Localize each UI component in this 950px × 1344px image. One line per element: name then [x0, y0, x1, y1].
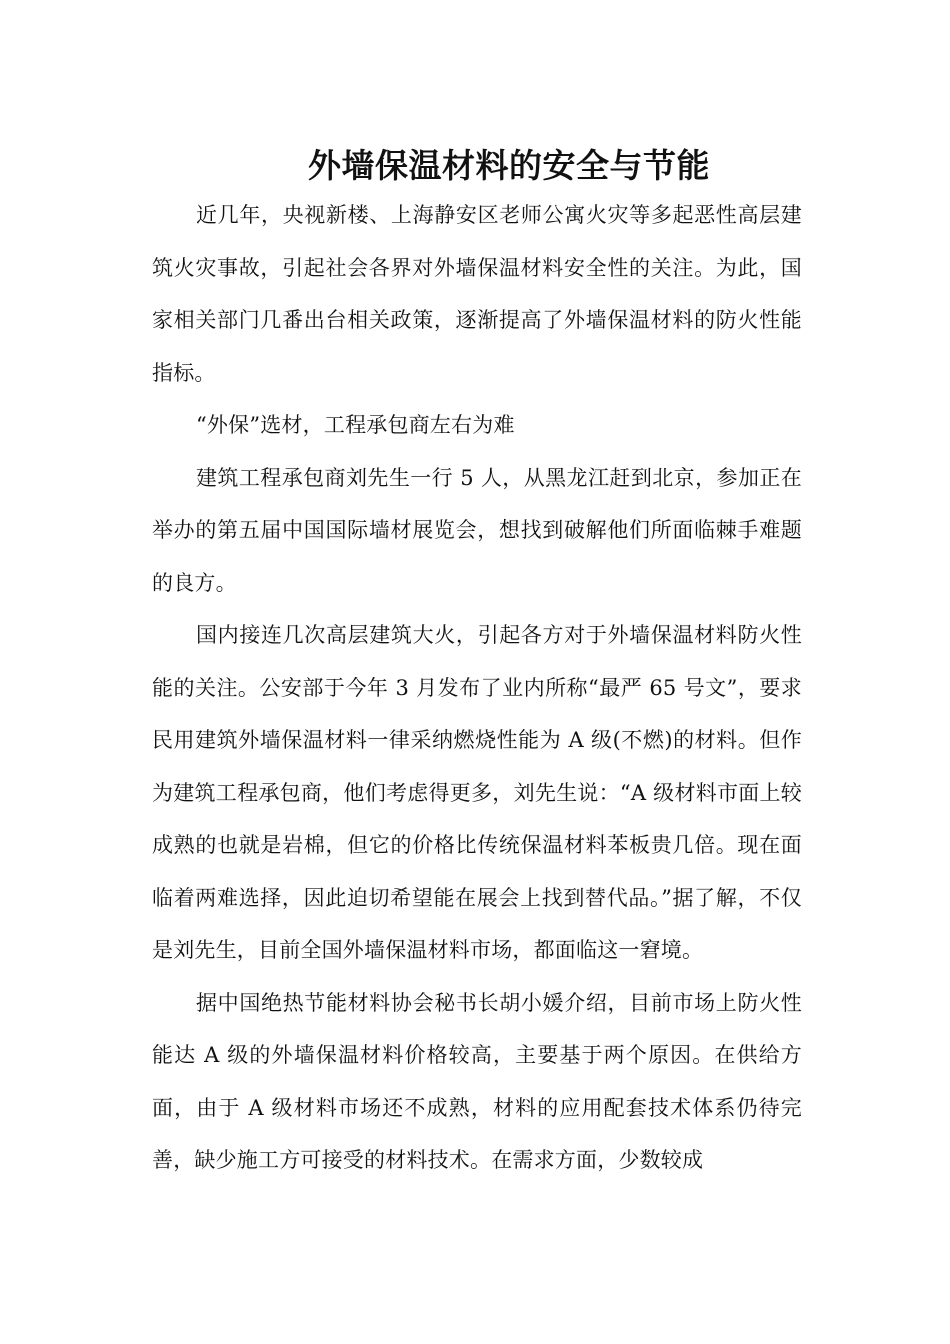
paragraph-association: 据中国绝热节能材料协会秘书长胡小媛介绍，目前市场上防火性能达 A 级的外墙保温材料价格较高，主要基于两个原因。在供给方面，由于 A 级材料市场还不成熟，材料的应用配套技术体系仍待完善，缺少施工方可接受的材料技术。在需求方面，少数较成	[152, 990, 802, 1172]
paragraph-subheading: “外保”选材，工程承包商左右为难	[196, 413, 515, 437]
paragraph-intro: 近几年，央视新楼、上海静安区老师公寓火灾等多起恶性高层建筑火灾事故，引起社会各界对外墙保温材料安全性的关注。为此，国家相关部门几番出台相关政策，逐渐提高了外墙保温材料的防火性能指标。	[152, 203, 802, 385]
document-title: 外墙保温材料的安全与节能	[308, 146, 710, 186]
paragraph-contractor: 建筑工程承包商刘先生一行 5 人，从黑龙江赶到北京，参加正在举办的第五届中国国际墙材展览会，想找到破解他们所面临棘手难题的良方。	[152, 465, 802, 595]
paragraph-fire-policy: 国内接连几次高层建筑大火，引起各方对于外墙保温材料防火性能的关注。公安部于今年 3 月发布了业内所称“最严 65 号文”，要求民用建筑外墙保温材料一律采纳燃烧性能为 A 级(不燃)的材料。但作为建筑工程承包商，他们考虑得更多，刘先生说：“A 级材料市面上较成熟的也就是岩棉，但它的价格比传统保温材料苯板贵几倍。现在面临着两难选择，因此迫切希望能在展会上找到替代品。”据了解，不仅是刘先生，目前全国外墙保温材料市场，都面临这一窘境。	[152, 623, 802, 962]
document-body	[152, 189, 802, 1187]
